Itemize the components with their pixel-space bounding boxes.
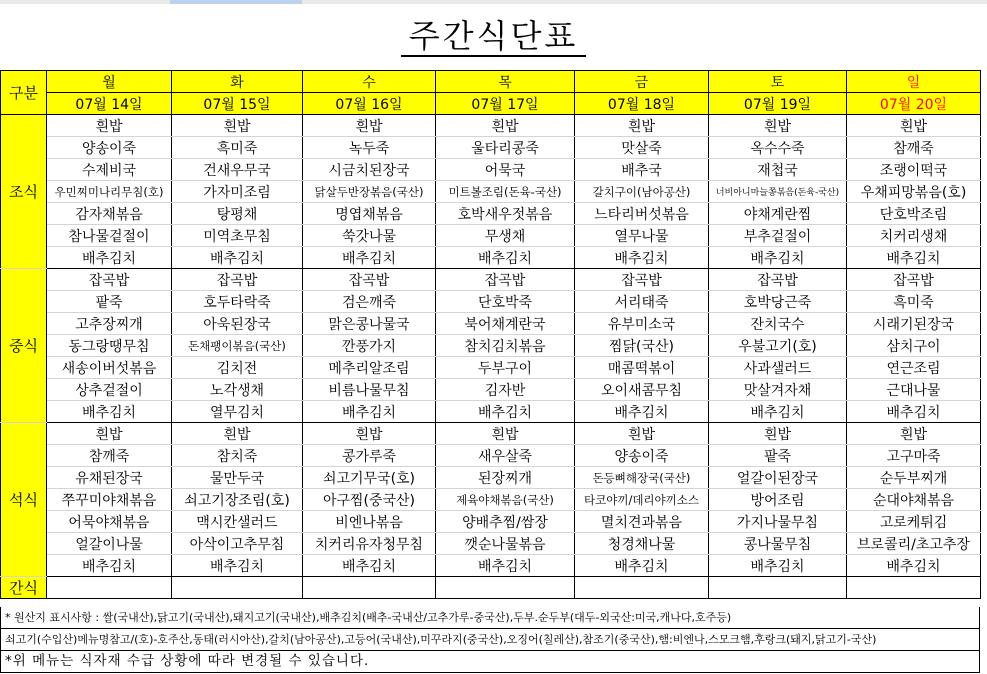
menu-item: 쭈꾸미야채볶음 <box>47 489 172 511</box>
date-header: 07월 19일 <box>709 93 847 115</box>
menu-item: 맥시칸샐러드 <box>172 511 303 533</box>
menu-item: 배추김치 <box>575 555 709 577</box>
menu-item: 맛살겨자채 <box>709 379 847 401</box>
menu-item: 쇠고기장조림(호) <box>172 489 303 511</box>
menu-item: 아욱된장국 <box>172 313 303 335</box>
menu-item: 배추김치 <box>436 401 575 423</box>
menu-item: 흰밥 <box>709 423 847 445</box>
menu-row <box>1 269 981 291</box>
menu-item: 단호박조림 <box>847 203 981 225</box>
menu-item: 참치김치볶음 <box>436 335 575 357</box>
menu-item: 부추겉절이 <box>709 225 847 247</box>
menu-item: 배추김치 <box>575 247 709 269</box>
snack-cell <box>436 577 575 599</box>
menu-item: 조랭이떡국 <box>847 159 981 181</box>
menu-item: 유부미소국 <box>575 313 709 335</box>
snack-cell <box>847 577 981 599</box>
menu-item: 고로케튀김 <box>847 511 981 533</box>
day-header: 금 <box>575 71 709 93</box>
menu-item: 물만두국 <box>172 467 303 489</box>
menu-item: 배추김치 <box>303 247 436 269</box>
menu-item: 갈치구이(남아공산) <box>575 181 709 203</box>
menu-item: 시금치된장국 <box>303 159 436 181</box>
menu-item: 콩나물무침 <box>709 533 847 555</box>
menu-item: 참치죽 <box>172 445 303 467</box>
menu-item: 울타리콩죽 <box>436 137 575 159</box>
day-header: 화 <box>172 71 303 93</box>
menu-item: 아구찜(중국산) <box>303 489 436 511</box>
menu-item: 단호박죽 <box>436 291 575 313</box>
menu-item: 사과샐러드 <box>709 357 847 379</box>
title-area <box>0 4 987 70</box>
menu-item: 배추김치 <box>47 247 172 269</box>
menu-row <box>1 335 981 357</box>
page-title: 주간식단표 <box>401 17 587 57</box>
menu-item: 배추김치 <box>709 555 847 577</box>
menu-item: 유채된장국 <box>47 467 172 489</box>
menu-item: 배추김치 <box>172 247 303 269</box>
menu-item: 배추국 <box>575 159 709 181</box>
menu-item: 느타리버섯볶음 <box>575 203 709 225</box>
menu-item: 연근조림 <box>847 357 981 379</box>
menu-item: 건새우무국 <box>172 159 303 181</box>
menu-item: 팥죽 <box>47 291 172 313</box>
menu-item: 타코야끼/데리야끼소스 <box>575 489 709 511</box>
menu-item: 치커리유자청무침 <box>303 533 436 555</box>
menu-item: 콩가루죽 <box>303 445 436 467</box>
snack-cell <box>172 577 303 599</box>
menu-row <box>1 203 981 225</box>
date-header: 07월 15일 <box>172 93 303 115</box>
menu-item: 너비아니마늘쫑볶음(돈육-국산) <box>709 181 847 203</box>
menu-item: 시래기된장국 <box>847 313 981 335</box>
menu-item: 양송이죽 <box>575 445 709 467</box>
menu-row <box>1 115 981 137</box>
menu-item: 잡곡밥 <box>303 269 436 291</box>
menu-item: 얼갈이나물 <box>47 533 172 555</box>
menu-row <box>1 379 981 401</box>
menu-item: 배추김치 <box>709 401 847 423</box>
menu-row <box>1 423 981 445</box>
snack-cell <box>303 577 436 599</box>
menu-item: 새송이버섯볶음 <box>47 357 172 379</box>
menu-item: 잡곡밥 <box>47 269 172 291</box>
menu-item: 미트볼조림(돈육-국산) <box>436 181 575 203</box>
menu-item: 노각생채 <box>172 379 303 401</box>
header-date-row <box>1 93 981 115</box>
menu-item: 흰밥 <box>436 423 575 445</box>
menu-item: 우민찌미나리무침(호) <box>47 181 172 203</box>
menu-item: 삼치구이 <box>847 335 981 357</box>
menu-item: 무생채 <box>436 225 575 247</box>
menu-row <box>1 137 981 159</box>
menu-item: 흰밥 <box>303 115 436 137</box>
menu-item: 우불고기(호) <box>709 335 847 357</box>
menu-row <box>1 445 981 467</box>
menu-item: 돈등뼈해장국(국산) <box>575 467 709 489</box>
menu-item: 비름나물무침 <box>303 379 436 401</box>
menu-item: 팥죽 <box>709 445 847 467</box>
menu-item: 가지나물무침 <box>709 511 847 533</box>
menu-item: 새우살죽 <box>436 445 575 467</box>
menu-item: 상추겉절이 <box>47 379 172 401</box>
menu-item: 북어채계란국 <box>436 313 575 335</box>
snack-cell <box>47 577 172 599</box>
menu-item: 흰밥 <box>436 115 575 137</box>
menu-item: 배추김치 <box>47 401 172 423</box>
menu-item: 배추김치 <box>847 555 981 577</box>
menu-item: 흰밥 <box>575 423 709 445</box>
menu-item: 재첩국 <box>709 159 847 181</box>
snack-cell <box>709 577 847 599</box>
menu-item: 배추김치 <box>47 555 172 577</box>
day-header: 토 <box>709 71 847 93</box>
menu-row <box>1 247 981 269</box>
menu-item: 미역초무침 <box>172 225 303 247</box>
menu-item: 배추김치 <box>303 555 436 577</box>
menu-item: 흰밥 <box>847 423 981 445</box>
menu-row <box>1 489 981 511</box>
menu-row <box>1 511 981 533</box>
menu-item: 깻순나물볶음 <box>436 533 575 555</box>
menu-item: 비엔나볶음 <box>303 511 436 533</box>
menu-item: 돈채팽이볶음(국산) <box>172 335 303 357</box>
menu-item: 배추김치 <box>575 401 709 423</box>
menu-item: 흰밥 <box>172 423 303 445</box>
menu-item: 얼갈이된장국 <box>709 467 847 489</box>
menu-item: 참깨죽 <box>47 445 172 467</box>
weekly-menu-table <box>0 70 981 599</box>
menu-item: 가자미조림 <box>172 181 303 203</box>
snack-row <box>1 577 981 599</box>
menu-row <box>1 401 981 423</box>
menu-item: 배추김치 <box>303 401 436 423</box>
menu-item: 치커리생채 <box>847 225 981 247</box>
menu-item: 잡곡밥 <box>575 269 709 291</box>
menu-item: 찜닭(국산) <box>575 335 709 357</box>
menu-item: 멸치견과볶음 <box>575 511 709 533</box>
meal-label: 조식 <box>1 115 47 269</box>
menu-item: 오이새콤무침 <box>575 379 709 401</box>
day-header: 목 <box>436 71 575 93</box>
menu-row <box>1 291 981 313</box>
menu-item: 김자반 <box>436 379 575 401</box>
menu-item: 배추김치 <box>436 247 575 269</box>
menu-item: 흰밥 <box>303 423 436 445</box>
menu-item: 청경채나물 <box>575 533 709 555</box>
menu-item: 옥수수죽 <box>709 137 847 159</box>
menu-item: 쇠고기무국(호) <box>303 467 436 489</box>
menu-item: 흰밥 <box>47 115 172 137</box>
menu-item: 수제비국 <box>47 159 172 181</box>
menu-item: 잡곡밥 <box>436 269 575 291</box>
snack-label: 간식 <box>1 577 47 599</box>
menu-item: 열무나물 <box>575 225 709 247</box>
date-header: 07월 18일 <box>575 93 709 115</box>
menu-item: 어묵국 <box>436 159 575 181</box>
menu-item: 매콤떡볶이 <box>575 357 709 379</box>
menu-item: 맑은콩나물국 <box>303 313 436 335</box>
day-header: 수 <box>303 71 436 93</box>
menu-item: 호박새우젓볶음 <box>436 203 575 225</box>
menu-item: 잡곡밥 <box>847 269 981 291</box>
menu-row <box>1 181 981 203</box>
menu-item: 우채피망볶음(호) <box>847 181 981 203</box>
menu-item: 고구마죽 <box>847 445 981 467</box>
menu-item: 배추김치 <box>172 555 303 577</box>
snack-cell <box>575 577 709 599</box>
menu-item: 호두타락죽 <box>172 291 303 313</box>
menu-item: 아삭이고추무침 <box>172 533 303 555</box>
menu-item: 흑미죽 <box>847 291 981 313</box>
date-header: 07월 14일 <box>47 93 172 115</box>
menu-item: 열무김치 <box>172 401 303 423</box>
menu-item: 잡곡밥 <box>172 269 303 291</box>
menu-item: 맛살죽 <box>575 137 709 159</box>
menu-item: 흰밥 <box>575 115 709 137</box>
menu-item: 메추리알조림 <box>303 357 436 379</box>
menu-item: 동그랑땡무침 <box>47 335 172 357</box>
header-day-row <box>1 71 981 93</box>
meal-label: 중식 <box>1 269 47 423</box>
menu-item: 양배추찜/쌈장 <box>436 511 575 533</box>
menu-item: 감자채볶음 <box>47 203 172 225</box>
menu-item: 흰밥 <box>172 115 303 137</box>
menu-item: 흑미죽 <box>172 137 303 159</box>
menu-row <box>1 225 981 247</box>
menu-item: 서리태죽 <box>575 291 709 313</box>
menu-item: 어묵야채볶음 <box>47 511 172 533</box>
menu-item: 깐풍가지 <box>303 335 436 357</box>
menu-item: 흰밥 <box>47 423 172 445</box>
origin-note-line-1: * 원산지 표시사항 : 쌀(국내산),닭고기(국내산),돼지고기(국내산),배추김치(배추-국내산/고추가루-중국산),두부.순두부(대두-외국산:미국,캐나다,호주등) <box>0 607 980 629</box>
category-header: 구분 <box>1 71 47 115</box>
menu-item: 순두부찌개 <box>847 467 981 489</box>
menu-item: 참나물겉절이 <box>47 225 172 247</box>
menu-item: 제육야채볶음(국산) <box>436 489 575 511</box>
menu-item: 참깨죽 <box>847 137 981 159</box>
date-header: 07월 17일 <box>436 93 575 115</box>
menu-item: 흰밥 <box>847 115 981 137</box>
menu-row <box>1 357 981 379</box>
menu-item: 배추김치 <box>847 247 981 269</box>
meal-label: 석식 <box>1 423 47 577</box>
menu-item: 순대야채볶음 <box>847 489 981 511</box>
menu-item: 된장찌개 <box>436 467 575 489</box>
menu-item: 근대나물 <box>847 379 981 401</box>
day-header: 월 <box>47 71 172 93</box>
menu-item: 잔치국수 <box>709 313 847 335</box>
menu-row <box>1 313 981 335</box>
menu-item: 양송이죽 <box>47 137 172 159</box>
menu-item: 방어조림 <box>709 489 847 511</box>
menu-item: 녹두죽 <box>303 137 436 159</box>
menu-item: 흰밥 <box>709 115 847 137</box>
menu-item: 쑥갓나물 <box>303 225 436 247</box>
menu-item: 배추김치 <box>709 247 847 269</box>
menu-item: 닭살두반장볶음(국산) <box>303 181 436 203</box>
menu-item: 잡곡밥 <box>709 269 847 291</box>
menu-item: 배추김치 <box>847 401 981 423</box>
menu-item: 야채계란찜 <box>709 203 847 225</box>
menu-row <box>1 159 981 181</box>
menu-item: 탕평채 <box>172 203 303 225</box>
change-notice: *위 메뉴는 식자재 수급 상황에 따라 변경될 수 있습니다. <box>0 651 980 673</box>
date-header: 07월 16일 <box>303 93 436 115</box>
menu-item: 검은깨죽 <box>303 291 436 313</box>
menu-item: 두부구이 <box>436 357 575 379</box>
date-header: 07월 20일 <box>847 93 981 115</box>
menu-item: 배추김치 <box>436 555 575 577</box>
footer-notes <box>0 607 980 673</box>
menu-row <box>1 533 981 555</box>
menu-item: 고추장찌개 <box>47 313 172 335</box>
menu-item: 브로콜리/초고추장 <box>847 533 981 555</box>
menu-row <box>1 555 981 577</box>
menu-item: 호박당근죽 <box>709 291 847 313</box>
day-header: 일 <box>847 71 981 93</box>
menu-item: 명엽채볶음 <box>303 203 436 225</box>
menu-item: 김치전 <box>172 357 303 379</box>
menu-row <box>1 467 981 489</box>
origin-note-line-2: 쇠고기(수입산)메뉴명참고/(호)-호주산,동태(러시아산),갈치(남아공산),고등어(국내산),미꾸라지(중국산),오징어(칠레산),참조기(중국산),햄:비엔나,스모크햄,후랑크(돼지,닭고기-국산) <box>0 629 980 651</box>
